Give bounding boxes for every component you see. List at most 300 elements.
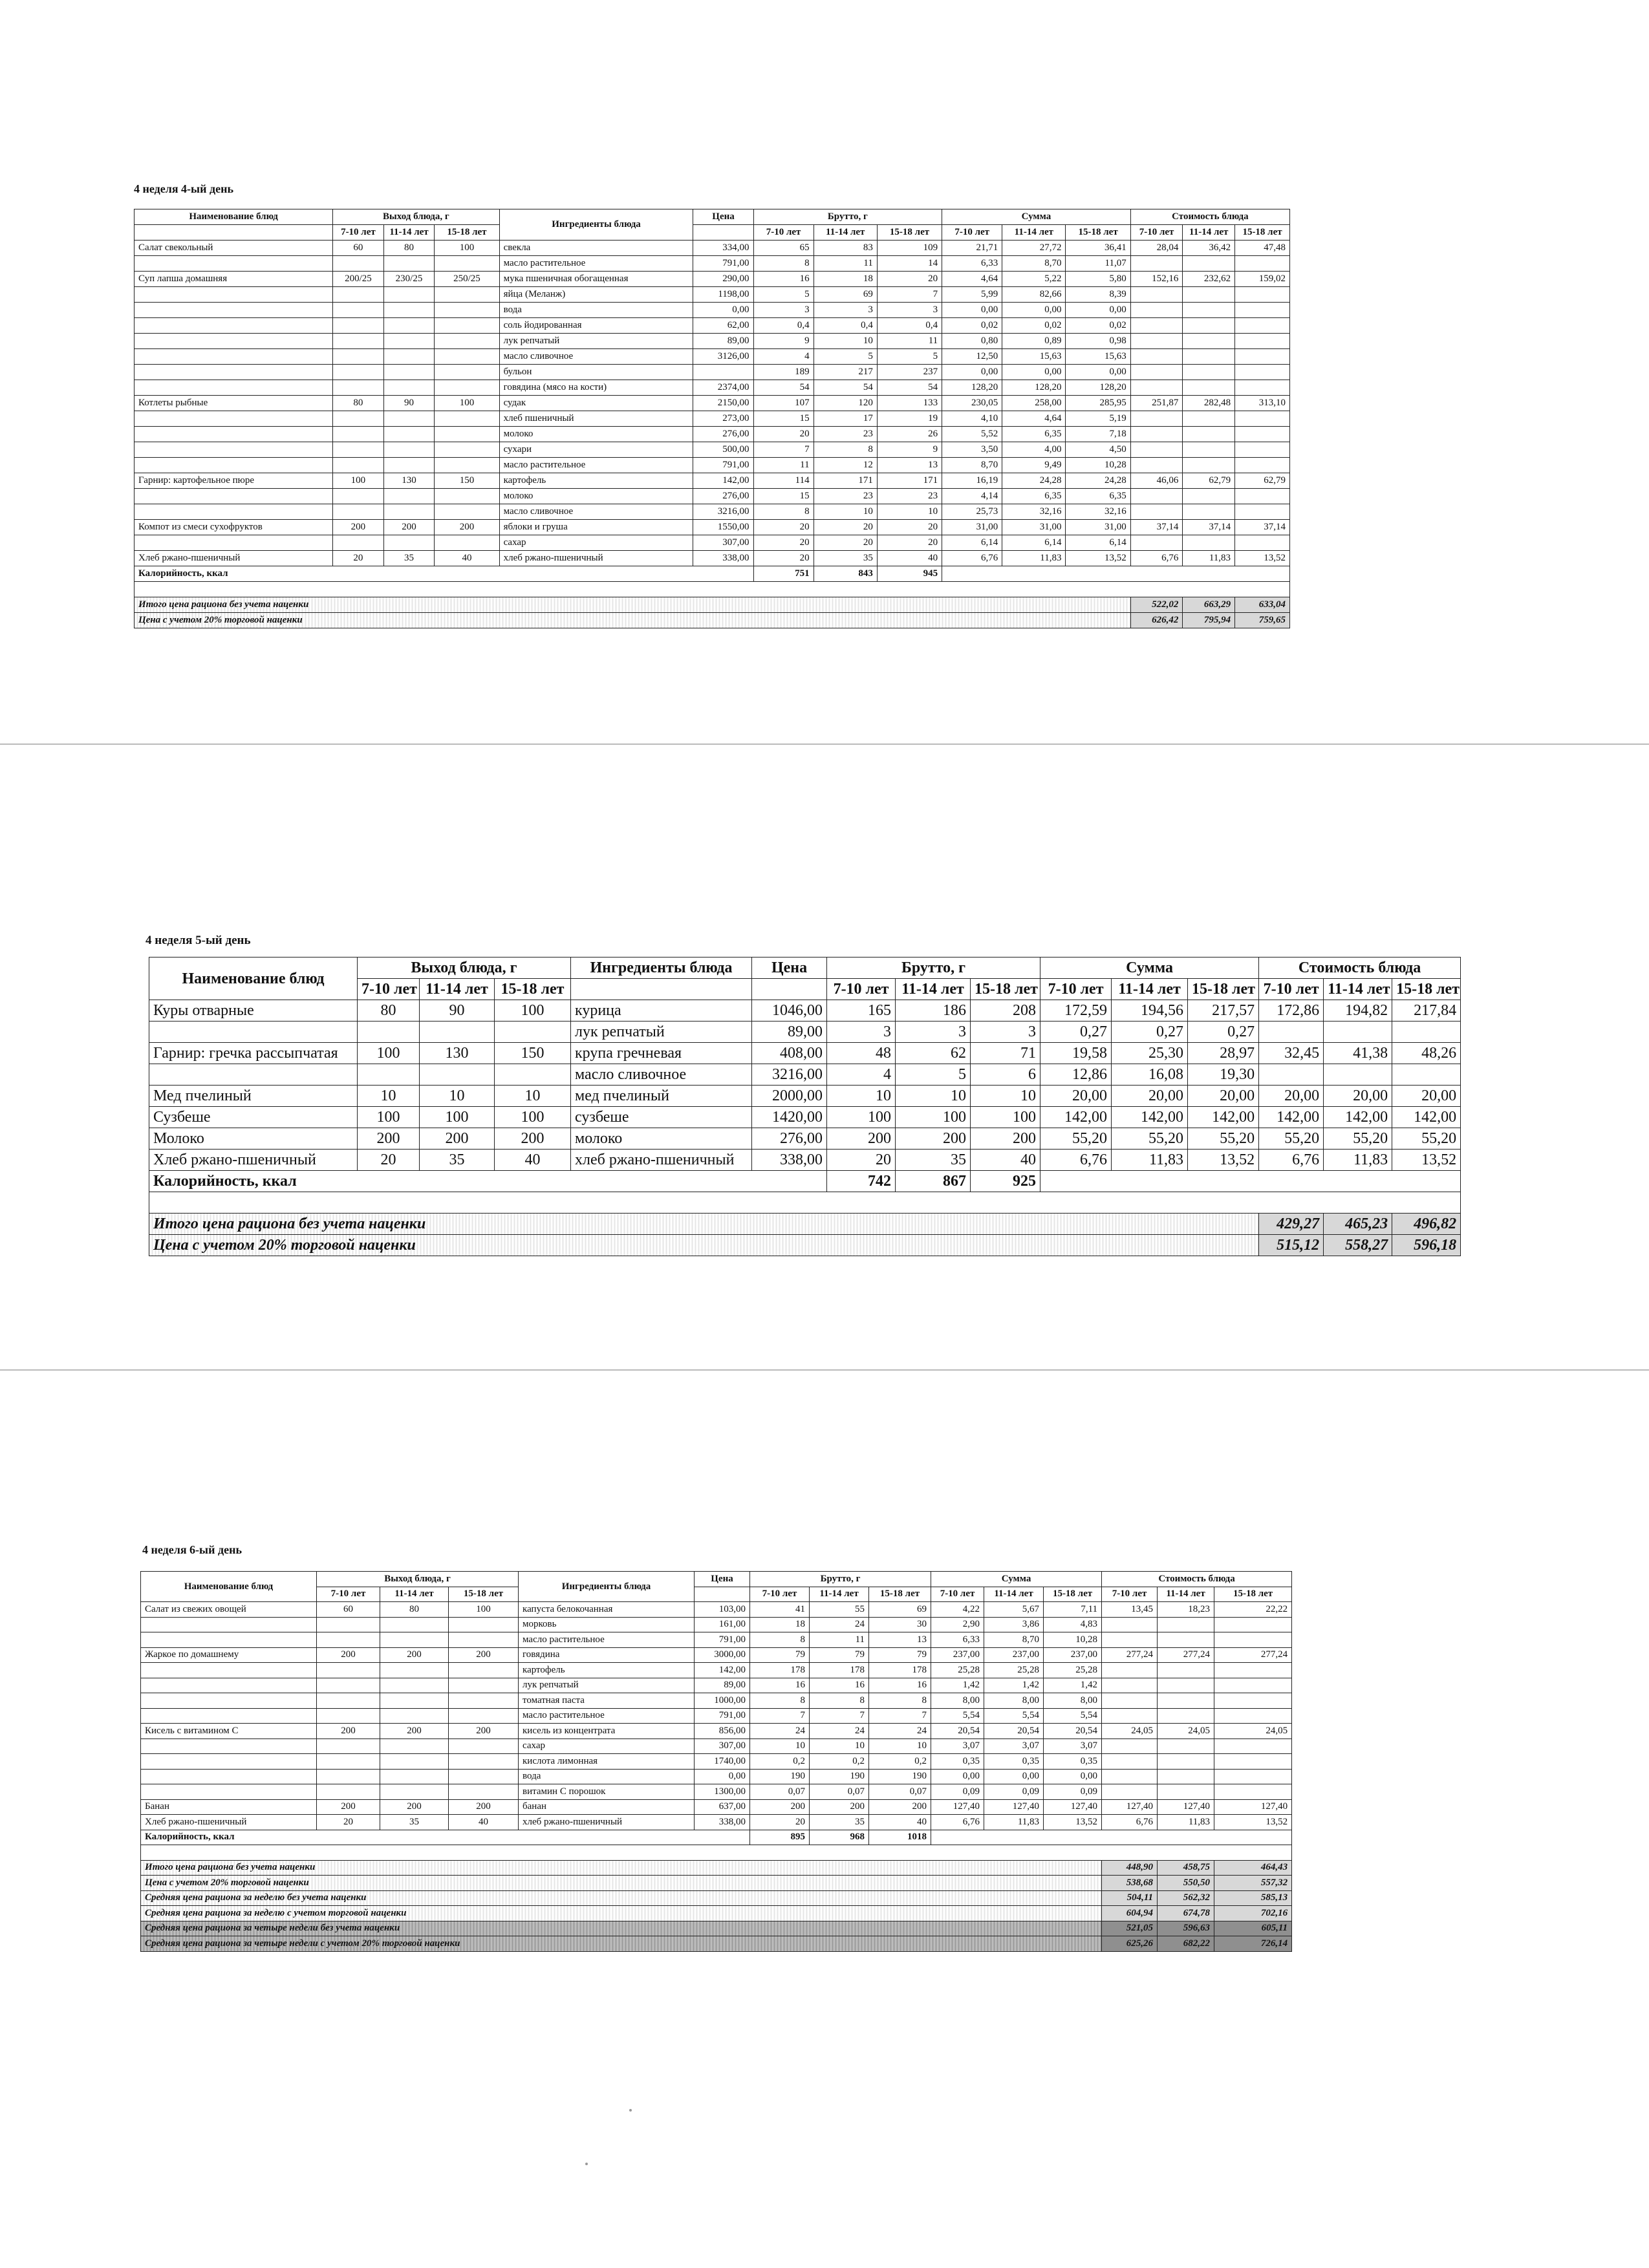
calories-row [149,1171,1461,1192]
brutto-7-10-cell: 189 [753,365,814,380]
sum-15-18-cell: 7,18 [1066,427,1130,442]
cost-11-14-cell: 55,20 [1324,1128,1392,1150]
output-11-14-cell [383,287,435,303]
brutto-11-14-cell: 0,2 [810,1754,869,1770]
cost-15-18-cell [1214,1617,1292,1632]
header-age: 15-18 лет [971,979,1040,1000]
cost-11-14-cell [1158,1617,1214,1632]
sum-15-18-cell: 1,42 [1044,1678,1102,1693]
cost-15-18-cell [1235,535,1290,551]
output-11-14-cell: 90 [383,396,435,411]
empty-cell [1040,1171,1461,1192]
dish-name-cell [135,504,333,520]
output-15-18-cell [435,303,499,318]
cost-11-14-cell [1183,380,1235,396]
sum-15-18-cell: 32,16 [1066,504,1130,520]
brutto-15-18-cell: 16 [869,1678,931,1693]
calories-value: 895 [750,1830,810,1845]
price-cell: 338,00 [752,1150,827,1171]
sum-11-14-cell: 31,00 [1002,520,1066,535]
dish-name-cell [135,256,333,272]
output-15-18-cell [435,427,499,442]
output-7-10-cell [333,303,384,318]
brutto-7-10-cell: 54 [753,380,814,396]
output-11-14-cell [380,1738,449,1754]
table-row [141,1617,1292,1632]
cost-11-14-cell: 37,14 [1183,520,1235,535]
table-row [149,1128,1461,1150]
brutto-11-14-cell: 10 [896,1086,971,1107]
summary-value: 562,32 [1158,1890,1214,1906]
table-row [149,1107,1461,1128]
brutto-7-10-cell: 16 [753,272,814,287]
brutto-11-14-cell: 3 [896,1022,971,1043]
price-cell: 791,00 [695,1708,750,1724]
sum-15-18-cell: 10,28 [1066,458,1130,473]
output-7-10-cell [333,380,384,396]
price-cell: 307,00 [695,1738,750,1754]
cost-15-18-cell: 62,79 [1235,473,1290,489]
summary-label: Средняя цена рациона за четыре недели с учетом 20% торговой наценки [141,1936,1102,1952]
brutto-15-18-cell: 13 [877,458,942,473]
cost-7-10-cell: 6,76 [1130,551,1183,566]
sum-7-10-cell: 0,00 [942,365,1002,380]
summary-value: 429,27 [1259,1214,1324,1235]
brutto-11-14-cell: 79 [810,1647,869,1663]
output-7-10-cell [333,489,384,504]
price-cell: 142,00 [695,1663,750,1678]
sum-11-14-cell: 16,08 [1112,1064,1188,1086]
ingredient-cell: курица [571,1000,752,1022]
cost-7-10-cell: 277,24 [1102,1647,1158,1663]
header-age: 11-14 лет [1324,979,1392,1000]
sum-15-18-cell: 217,57 [1188,1000,1259,1022]
brutto-7-10-cell: 0,4 [753,318,814,334]
cost-15-18-cell [1235,365,1290,380]
price-cell: 161,00 [695,1617,750,1632]
brutto-7-10-cell: 7 [753,442,814,458]
dish-name-cell: Кисель с витамином С [141,1724,317,1739]
header-output: Выход блюда, г [358,957,571,979]
sum-11-14-cell: 142,00 [1112,1107,1188,1128]
sum-11-14-cell: 0,00 [1002,303,1066,318]
header-age: 15-18 лет [1188,979,1259,1000]
summary-value: 596,63 [1158,1921,1214,1936]
output-7-10-cell: 200 [333,520,384,535]
header-age: 15-18 лет [1392,979,1461,1000]
ingredient-cell: говядина [519,1647,695,1663]
header-age: 15-18 лет [495,979,571,1000]
header-age: 11-14 лет [984,1587,1044,1602]
sum-15-18-cell: 5,19 [1066,411,1130,427]
brutto-7-10-cell: 3 [827,1022,896,1043]
summary-row [141,1860,1292,1876]
brutto-15-18-cell: 13 [869,1632,931,1648]
brutto-7-10-cell: 8 [750,1693,810,1709]
output-7-10-cell [333,458,384,473]
sum-7-10-cell: 31,00 [942,520,1002,535]
summary-value: 521,05 [1102,1921,1158,1936]
cost-15-18-cell [1235,318,1290,334]
cost-7-10-cell: 55,20 [1259,1128,1324,1150]
output-15-18-cell: 40 [449,1815,519,1830]
sum-15-18-cell: 237,00 [1044,1647,1102,1663]
brutto-7-10-cell: 190 [750,1769,810,1784]
table-row [141,1663,1292,1678]
output-11-14-cell [383,365,435,380]
table-row [149,1000,1461,1022]
output-11-14-cell: 10 [420,1086,495,1107]
cost-7-10-cell [1130,489,1183,504]
sum-7-10-cell: 8,00 [931,1693,984,1709]
brutto-15-18-cell: 208 [971,1000,1040,1022]
brutto-11-14-cell: 190 [810,1769,869,1784]
output-7-10-cell [333,427,384,442]
output-15-18-cell: 250/25 [435,272,499,287]
cost-11-14-cell [1183,318,1235,334]
dish-name-cell: Мед пчелиный [149,1086,358,1107]
dish-name-cell [135,303,333,318]
table-row [135,241,1290,256]
table-row [135,535,1290,551]
sum-7-10-cell: 0,09 [931,1784,984,1800]
dish-name-cell: Котлеты рыбные [135,396,333,411]
table-row [141,1678,1292,1693]
calories-label: Калорийность, ккал [149,1171,827,1192]
sum-7-10-cell: 3,07 [931,1738,984,1754]
price-cell: 2150,00 [693,396,753,411]
output-7-10-cell: 20 [358,1150,420,1171]
cost-11-14-cell: 36,42 [1183,241,1235,256]
brutto-7-10-cell: 24 [750,1724,810,1739]
cost-7-10-cell [1102,1632,1158,1648]
summary-value: 674,78 [1158,1906,1214,1921]
output-15-18-cell [435,442,499,458]
header-age: 15-18 лет [1235,225,1290,241]
cost-15-18-cell [1235,349,1290,365]
header-age: 11-14 лет [1002,225,1066,241]
price-cell: 1550,00 [693,520,753,535]
cost-11-14-cell: 18,23 [1158,1602,1214,1618]
price-cell: 791,00 [695,1632,750,1648]
price-cell: 338,00 [695,1815,750,1830]
dish-name-cell: Гарнир: картофельное пюре [135,473,333,489]
output-11-14-cell [383,427,435,442]
header-blank [695,1587,750,1602]
sum-15-18-cell: 8,00 [1044,1693,1102,1709]
cost-7-10-cell [1130,303,1183,318]
price-cell: 307,00 [693,535,753,551]
price-cell: 1740,00 [695,1754,750,1770]
spacer-row [141,1845,1292,1861]
dish-name-cell [135,334,333,349]
sum-7-10-cell: 6,76 [931,1815,984,1830]
brutto-15-18-cell: 11 [877,334,942,349]
header-age: 7-10 лет [931,1587,984,1602]
table-row [141,1799,1292,1815]
sum-11-14-cell: 1,42 [984,1678,1044,1693]
cost-7-10-cell [1130,365,1183,380]
brutto-7-10-cell: 20 [753,551,814,566]
output-7-10-cell [333,318,384,334]
cost-7-10-cell [1130,427,1183,442]
brutto-11-14-cell: 200 [896,1128,971,1150]
ingredient-cell: капуста белокочанная [519,1602,695,1618]
brutto-7-10-cell: 16 [750,1678,810,1693]
dish-name-cell: Куры отварные [149,1000,358,1022]
output-11-14-cell [383,535,435,551]
sum-11-14-cell: 20,00 [1112,1086,1188,1107]
table-row [135,287,1290,303]
cost-7-10-cell: 6,76 [1259,1150,1324,1171]
sum-15-18-cell: 3,07 [1044,1738,1102,1754]
calories-value: 751 [753,566,814,582]
output-15-18-cell: 100 [495,1107,571,1128]
output-7-10-cell: 200 [317,1724,380,1739]
ingredient-cell: говядина (мясо на кости) [499,380,693,396]
summary-value: 448,90 [1102,1860,1158,1876]
cost-11-14-cell: 282,48 [1183,396,1235,411]
sum-15-18-cell: 28,97 [1188,1043,1259,1064]
output-11-14-cell [420,1064,495,1086]
cost-11-14-cell: 194,82 [1324,1000,1392,1022]
cost-15-18-cell [1235,303,1290,318]
summary-value: 458,75 [1158,1860,1214,1876]
output-11-14-cell [383,411,435,427]
output-11-14-cell [380,1693,449,1709]
cost-15-18-cell [1214,1693,1292,1709]
output-7-10-cell: 100 [333,473,384,489]
output-15-18-cell [449,1784,519,1800]
brutto-11-14-cell: 11 [814,256,877,272]
brutto-11-14-cell: 10 [810,1738,869,1754]
table-row [135,303,1290,318]
header-age: 11-14 лет [420,979,495,1000]
summary-row [141,1921,1292,1936]
cost-11-14-cell [1324,1022,1392,1043]
table-row [149,1022,1461,1043]
header-brutto: Брутто, г [750,1572,931,1587]
sum-15-18-cell: 10,28 [1044,1632,1102,1648]
dish-name-cell [135,380,333,396]
output-15-18-cell [495,1064,571,1086]
cost-11-14-cell [1158,1784,1214,1800]
sum-15-18-cell: 6,35 [1066,489,1130,504]
dish-name-cell: Сузбеше [149,1107,358,1128]
cost-15-18-cell: 217,84 [1392,1000,1461,1022]
table-row [141,1647,1292,1663]
ingredient-cell: молоко [499,427,693,442]
table-row [135,318,1290,334]
cost-7-10-cell [1130,349,1183,365]
cost-7-10-cell [1259,1064,1324,1086]
header-brutto: Брутто, г [753,209,942,225]
header-age: 11-14 лет [1112,979,1188,1000]
output-15-18-cell: 100 [495,1000,571,1022]
header-brutto: Брутто, г [827,957,1040,979]
output-11-14-cell: 35 [380,1815,449,1830]
brutto-7-10-cell: 15 [753,489,814,504]
price-cell: 276,00 [693,489,753,504]
sum-7-10-cell: 21,71 [942,241,1002,256]
brutto-15-18-cell: 14 [877,256,942,272]
summary-label: Итого цена рациона без учета наценки [141,1860,1102,1876]
brutto-15-18-cell: 20 [877,535,942,551]
sum-11-14-cell: 0,00 [984,1769,1044,1784]
brutto-11-14-cell: 55 [810,1602,869,1618]
header-cost: Стоимость блюда [1259,957,1461,979]
header-age: 7-10 лет [1259,979,1324,1000]
sum-11-14-cell: 25,30 [1112,1043,1188,1064]
header-output: Выход блюда, г [317,1572,519,1587]
output-11-14-cell: 200 [420,1128,495,1150]
ingredient-cell: картофель [519,1663,695,1678]
summary-value: 515,12 [1259,1235,1324,1256]
ingredient-cell: томатная паста [519,1693,695,1709]
ingredient-cell: масло растительное [519,1632,695,1648]
header-age: 11-14 лет [1183,225,1235,241]
price-cell: 791,00 [693,256,753,272]
sum-7-10-cell: 20,54 [931,1724,984,1739]
brutto-11-14-cell: 5 [896,1064,971,1086]
output-15-18-cell [435,287,499,303]
dish-name-cell: Салат свекольный [135,241,333,256]
brutto-7-10-cell: 0,07 [750,1784,810,1800]
table-row [135,411,1290,427]
dish-name-cell [141,1708,317,1724]
header-age: 11-14 лет [383,225,435,241]
summary-row [149,1214,1461,1235]
brutto-7-10-cell: 165 [827,1000,896,1022]
dish-name-cell [141,1784,317,1800]
brutto-15-18-cell: 7 [877,287,942,303]
summary-value: 465,23 [1324,1214,1392,1235]
header-age: 7-10 лет [942,225,1002,241]
sum-15-18-cell: 0,00 [1066,303,1130,318]
cost-15-18-cell: 48,26 [1392,1043,1461,1064]
sum-15-18-cell: 0,02 [1066,318,1130,334]
sum-11-14-cell: 258,00 [1002,396,1066,411]
calories-row [141,1830,1292,1845]
cost-11-14-cell [1183,427,1235,442]
brutto-15-18-cell: 69 [869,1602,931,1618]
output-7-10-cell [333,535,384,551]
brutto-15-18-cell: 20 [877,520,942,535]
sum-15-18-cell: 24,28 [1066,473,1130,489]
dish-name-cell [141,1738,317,1754]
output-7-10-cell [317,1693,380,1709]
output-7-10-cell: 80 [333,396,384,411]
brutto-15-18-cell: 10 [971,1086,1040,1107]
sum-15-18-cell: 7,11 [1044,1602,1102,1618]
output-7-10-cell: 20 [317,1815,380,1830]
output-11-14-cell [380,1678,449,1693]
summary-value: 504,11 [1102,1890,1158,1906]
brutto-7-10-cell: 10 [827,1086,896,1107]
sum-7-10-cell: 0,80 [942,334,1002,349]
summary-value: 464,43 [1214,1860,1292,1876]
output-11-14-cell [380,1754,449,1770]
header-age: 7-10 лет [317,1587,380,1602]
brutto-15-18-cell: 71 [971,1043,1040,1064]
brutto-15-18-cell: 10 [877,504,942,520]
output-15-18-cell [449,1708,519,1724]
header-age: 15-18 лет [449,1587,519,1602]
table-row [135,380,1290,396]
calories-value: 968 [810,1830,869,1845]
sum-11-14-cell: 11,83 [984,1815,1044,1830]
header-age: 7-10 лет [750,1587,810,1602]
sum-7-10-cell: 20,00 [1040,1086,1112,1107]
summary-row [141,1876,1292,1891]
cost-15-18-cell: 55,20 [1392,1128,1461,1150]
sum-11-14-cell: 5,67 [984,1602,1044,1618]
cost-7-10-cell [1130,458,1183,473]
dish-name-cell [141,1617,317,1632]
output-7-10-cell [358,1064,420,1086]
output-11-14-cell [383,504,435,520]
price-cell: 791,00 [693,458,753,473]
ingredient-cell: хлеб ржано-пшеничный [571,1150,752,1171]
header-ingredients: Ингредиенты блюда [499,209,693,241]
ingredient-cell: морковь [519,1617,695,1632]
brutto-11-14-cell: 24 [810,1617,869,1632]
output-11-14-cell [383,458,435,473]
sum-15-18-cell: 20,00 [1188,1086,1259,1107]
table-row [141,1724,1292,1739]
cost-15-18-cell [1235,458,1290,473]
brutto-11-14-cell: 16 [810,1678,869,1693]
sum-15-18-cell: 0,00 [1044,1769,1102,1784]
output-15-18-cell [435,535,499,551]
header-age: 15-18 лет [869,1587,931,1602]
brutto-7-10-cell: 20 [753,535,814,551]
output-7-10-cell [317,1754,380,1770]
brutto-15-18-cell: 7 [869,1708,931,1724]
cost-7-10-cell [1102,1784,1158,1800]
table-row [141,1754,1292,1770]
empty-cell [149,1192,1461,1214]
spacer-row [135,582,1290,597]
sum-15-18-cell: 5,80 [1066,272,1130,287]
cost-7-10-cell [1130,504,1183,520]
sum-11-14-cell: 8,70 [1002,256,1066,272]
brutto-15-18-cell: 40 [869,1815,931,1830]
output-11-14-cell [383,442,435,458]
header-age: 15-18 лет [877,225,942,241]
brutto-11-14-cell: 171 [814,473,877,489]
summary-label: Итого цена рациона без учета наценки [149,1214,1259,1235]
cost-11-14-cell [1183,504,1235,520]
ingredient-cell: масло сливочное [571,1064,752,1086]
summary-value: 663,29 [1183,597,1235,613]
cost-7-10-cell [1102,1738,1158,1754]
brutto-15-18-cell: 10 [869,1738,931,1754]
sum-7-10-cell: 5,99 [942,287,1002,303]
brutto-15-18-cell: 200 [971,1128,1040,1150]
summary-label: Средняя цена рациона за четыре недели без учета наценки [141,1921,1102,1936]
brutto-11-14-cell: 200 [810,1799,869,1815]
summary-row [135,613,1290,628]
cost-15-18-cell: 277,24 [1214,1647,1292,1663]
table-row [135,442,1290,458]
output-11-14-cell [383,318,435,334]
header-age: 11-14 лет [896,979,971,1000]
cost-15-18-cell: 37,14 [1235,520,1290,535]
brutto-11-14-cell: 3 [814,303,877,318]
price-cell: 142,00 [693,473,753,489]
header-blank [693,225,753,241]
